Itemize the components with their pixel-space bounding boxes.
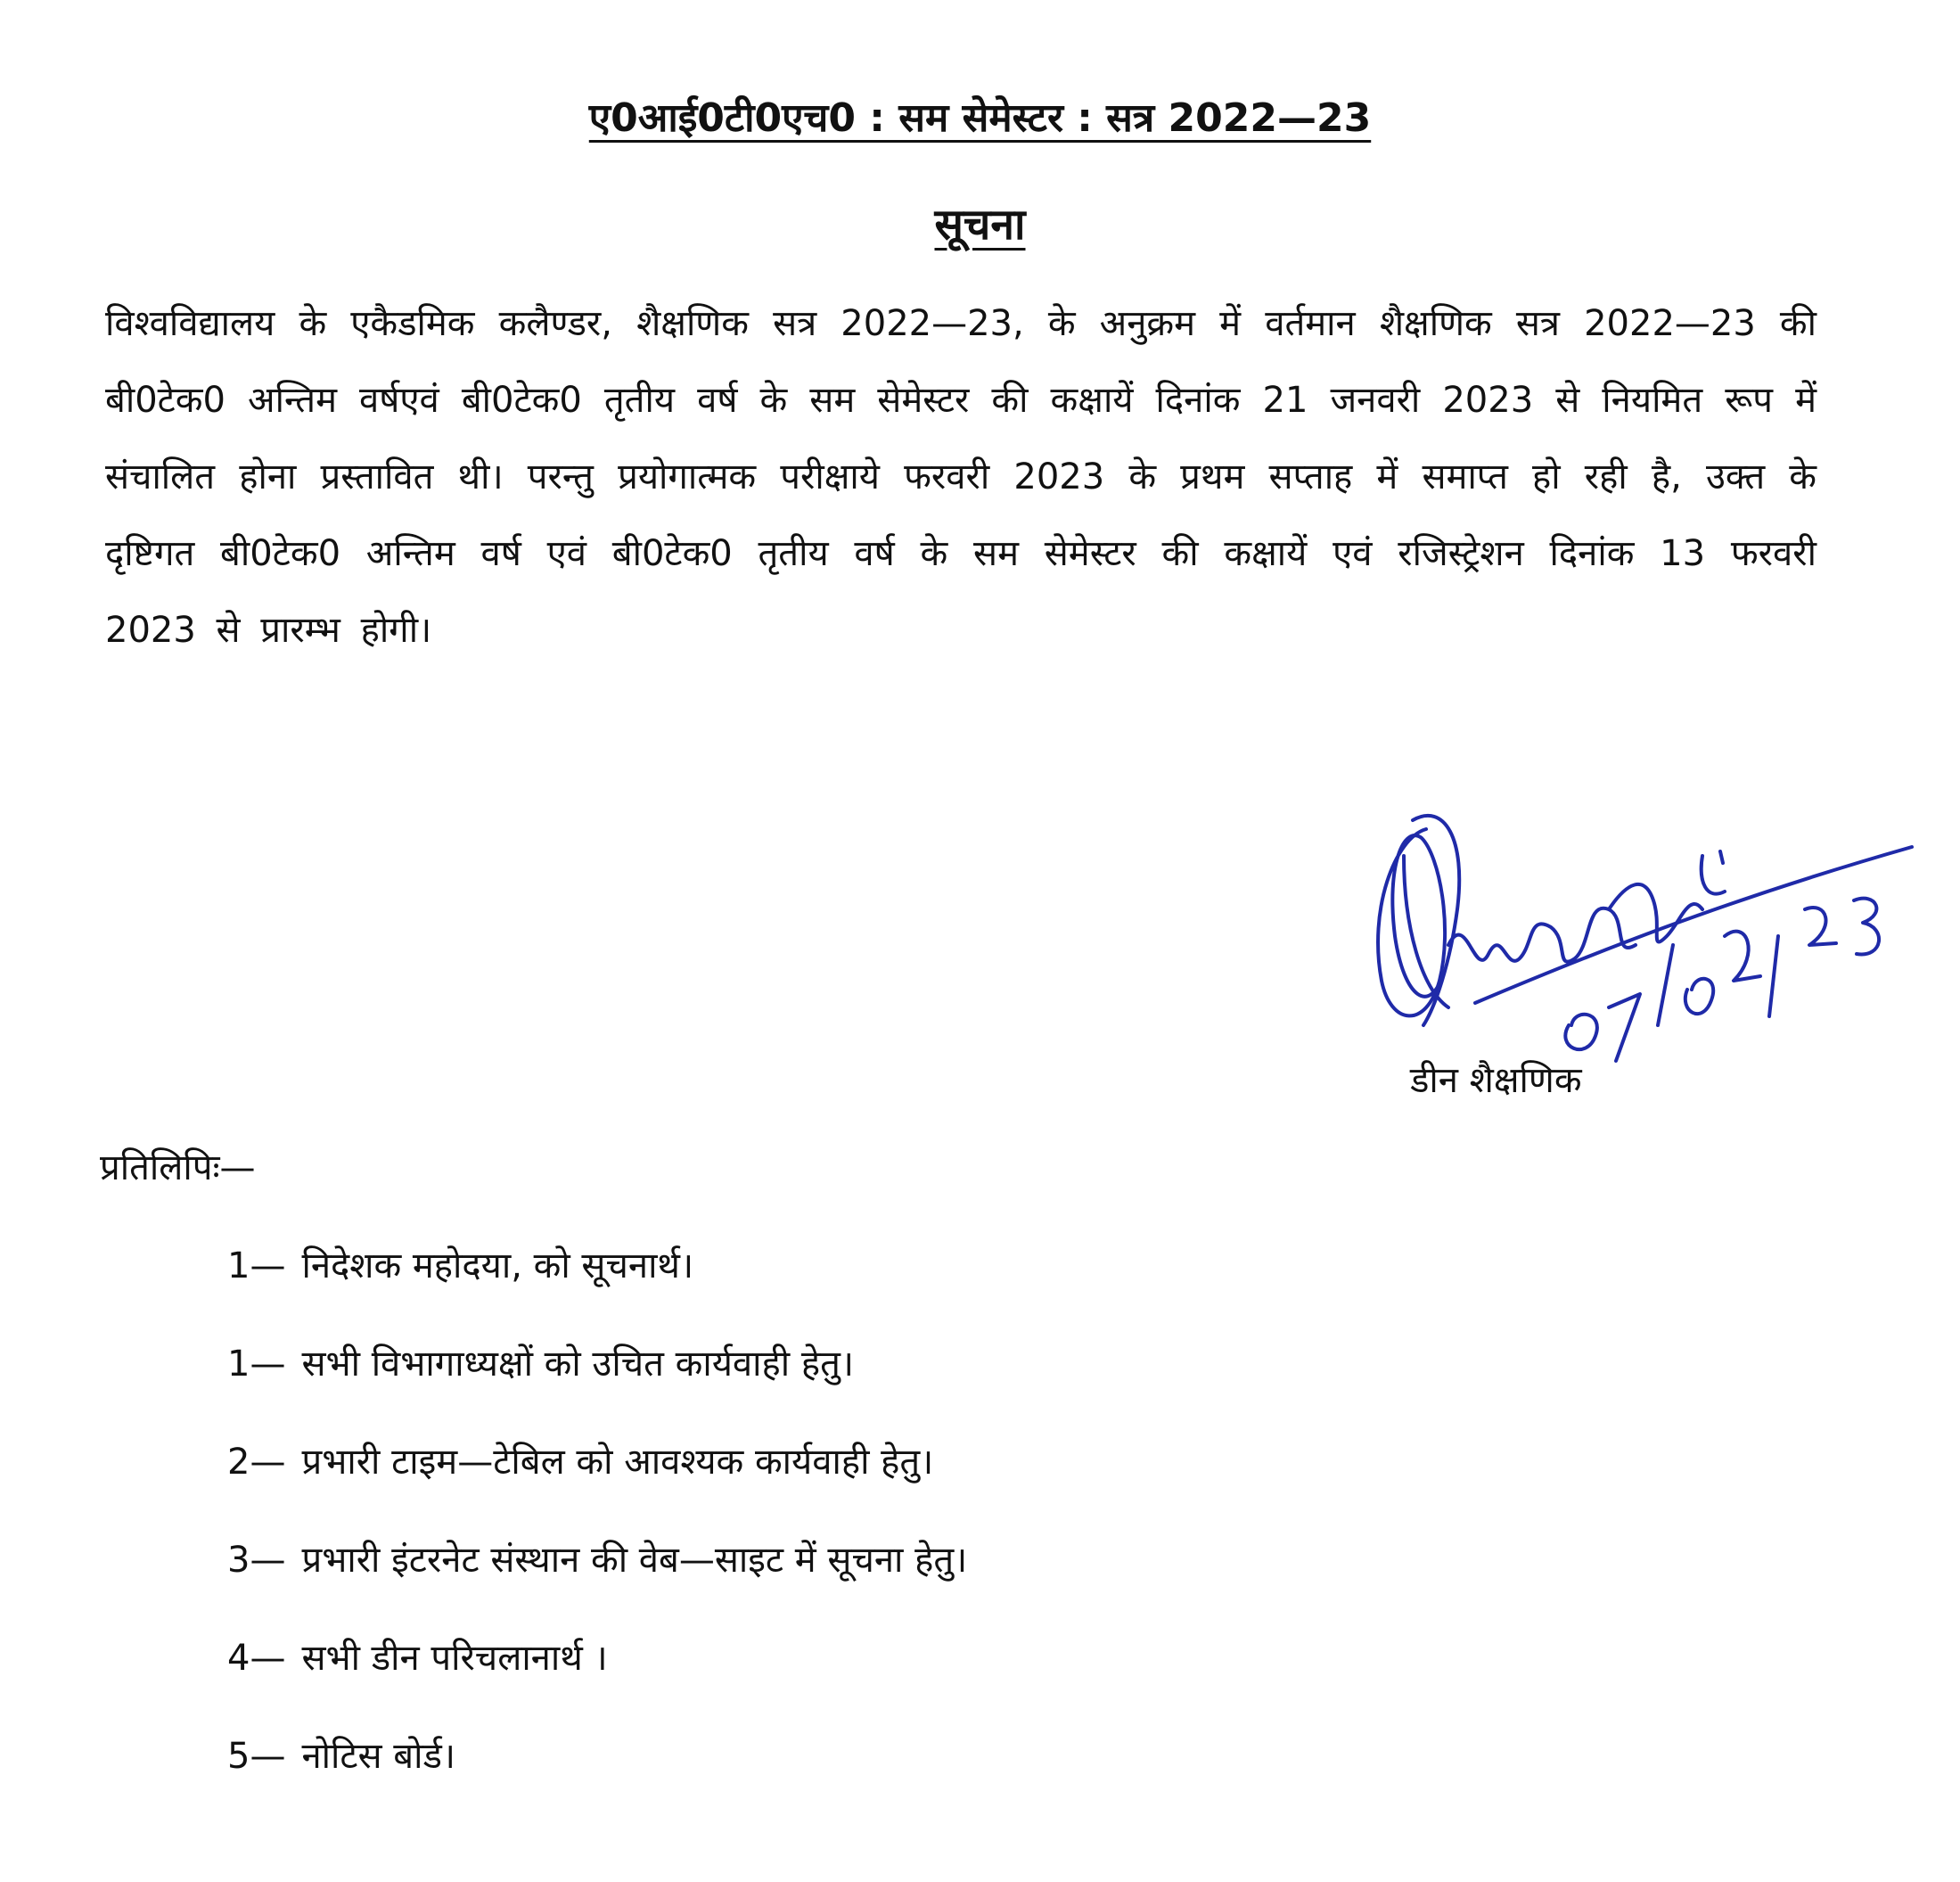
list-item: 4— सभी डीन परिचलानार्थ । (227, 1638, 608, 1679)
list-item: 5— नोटिस बोर्ड। (227, 1736, 456, 1777)
copy-to-list (227, 1235, 967, 1823)
document-title: ए0आई0टी0एच0 : सम सेमेस्टर : सत्र 2022—23 (588, 95, 1372, 141)
notice-body: विश्वविद्यालय के एकैडमिक कलैण्डर, शैक्षणिक सत्र 2022—23, के अनुक्रम में वर्तमान शैक्षणिक सत्र 2022—23 की बी0टेक0 अन्तिम वर्षएवं बी0टेक0 तृतीय वर्ष के सम सेमेस्टर की कक्षायें दिनांक 21 जनवरी 2023 से नियमित रूप में संचालित होना प्रस्तावित थी। परन्तु प्रयोगात्मक परीक्षाये फरवरी 2023 के प्रथम सप्ताह में समाप्त हो रही है, उक्त के दृष्टिगत बी0टेक0 अन्तिम वर्ष एवं बी0टेक0 तृतीय वर्ष के सम सेमेस्टर की कक्षायें एवं रजिस्ट्रेशन दिनांक 13 फरवरी 2023 से प्रारम्भ होगी। (105, 303, 1816, 651)
list-item: 1— सभी विभागाध्यक्षों को उचित कार्यवाही हेतु। (227, 1344, 855, 1385)
signature-image (1341, 802, 1948, 1088)
copy-to-label: प्रतिलिपिः— (100, 1147, 256, 1188)
list-item: 1— निदेशक महोदया, को सूचनार्थ। (227, 1245, 694, 1286)
notice-label: सूचना (934, 200, 1026, 250)
list-item: 2— प्रभारी टाइम—टेबिल को आवश्यक कार्यवाही हेतु। (227, 1442, 934, 1483)
signatory-designation: डीन शैक्षणिक (1410, 1060, 1582, 1101)
list-item: 3— प्रभारी इंटरनेट संस्थान की वेब—साइट में सूचना हेतु। (227, 1540, 968, 1581)
